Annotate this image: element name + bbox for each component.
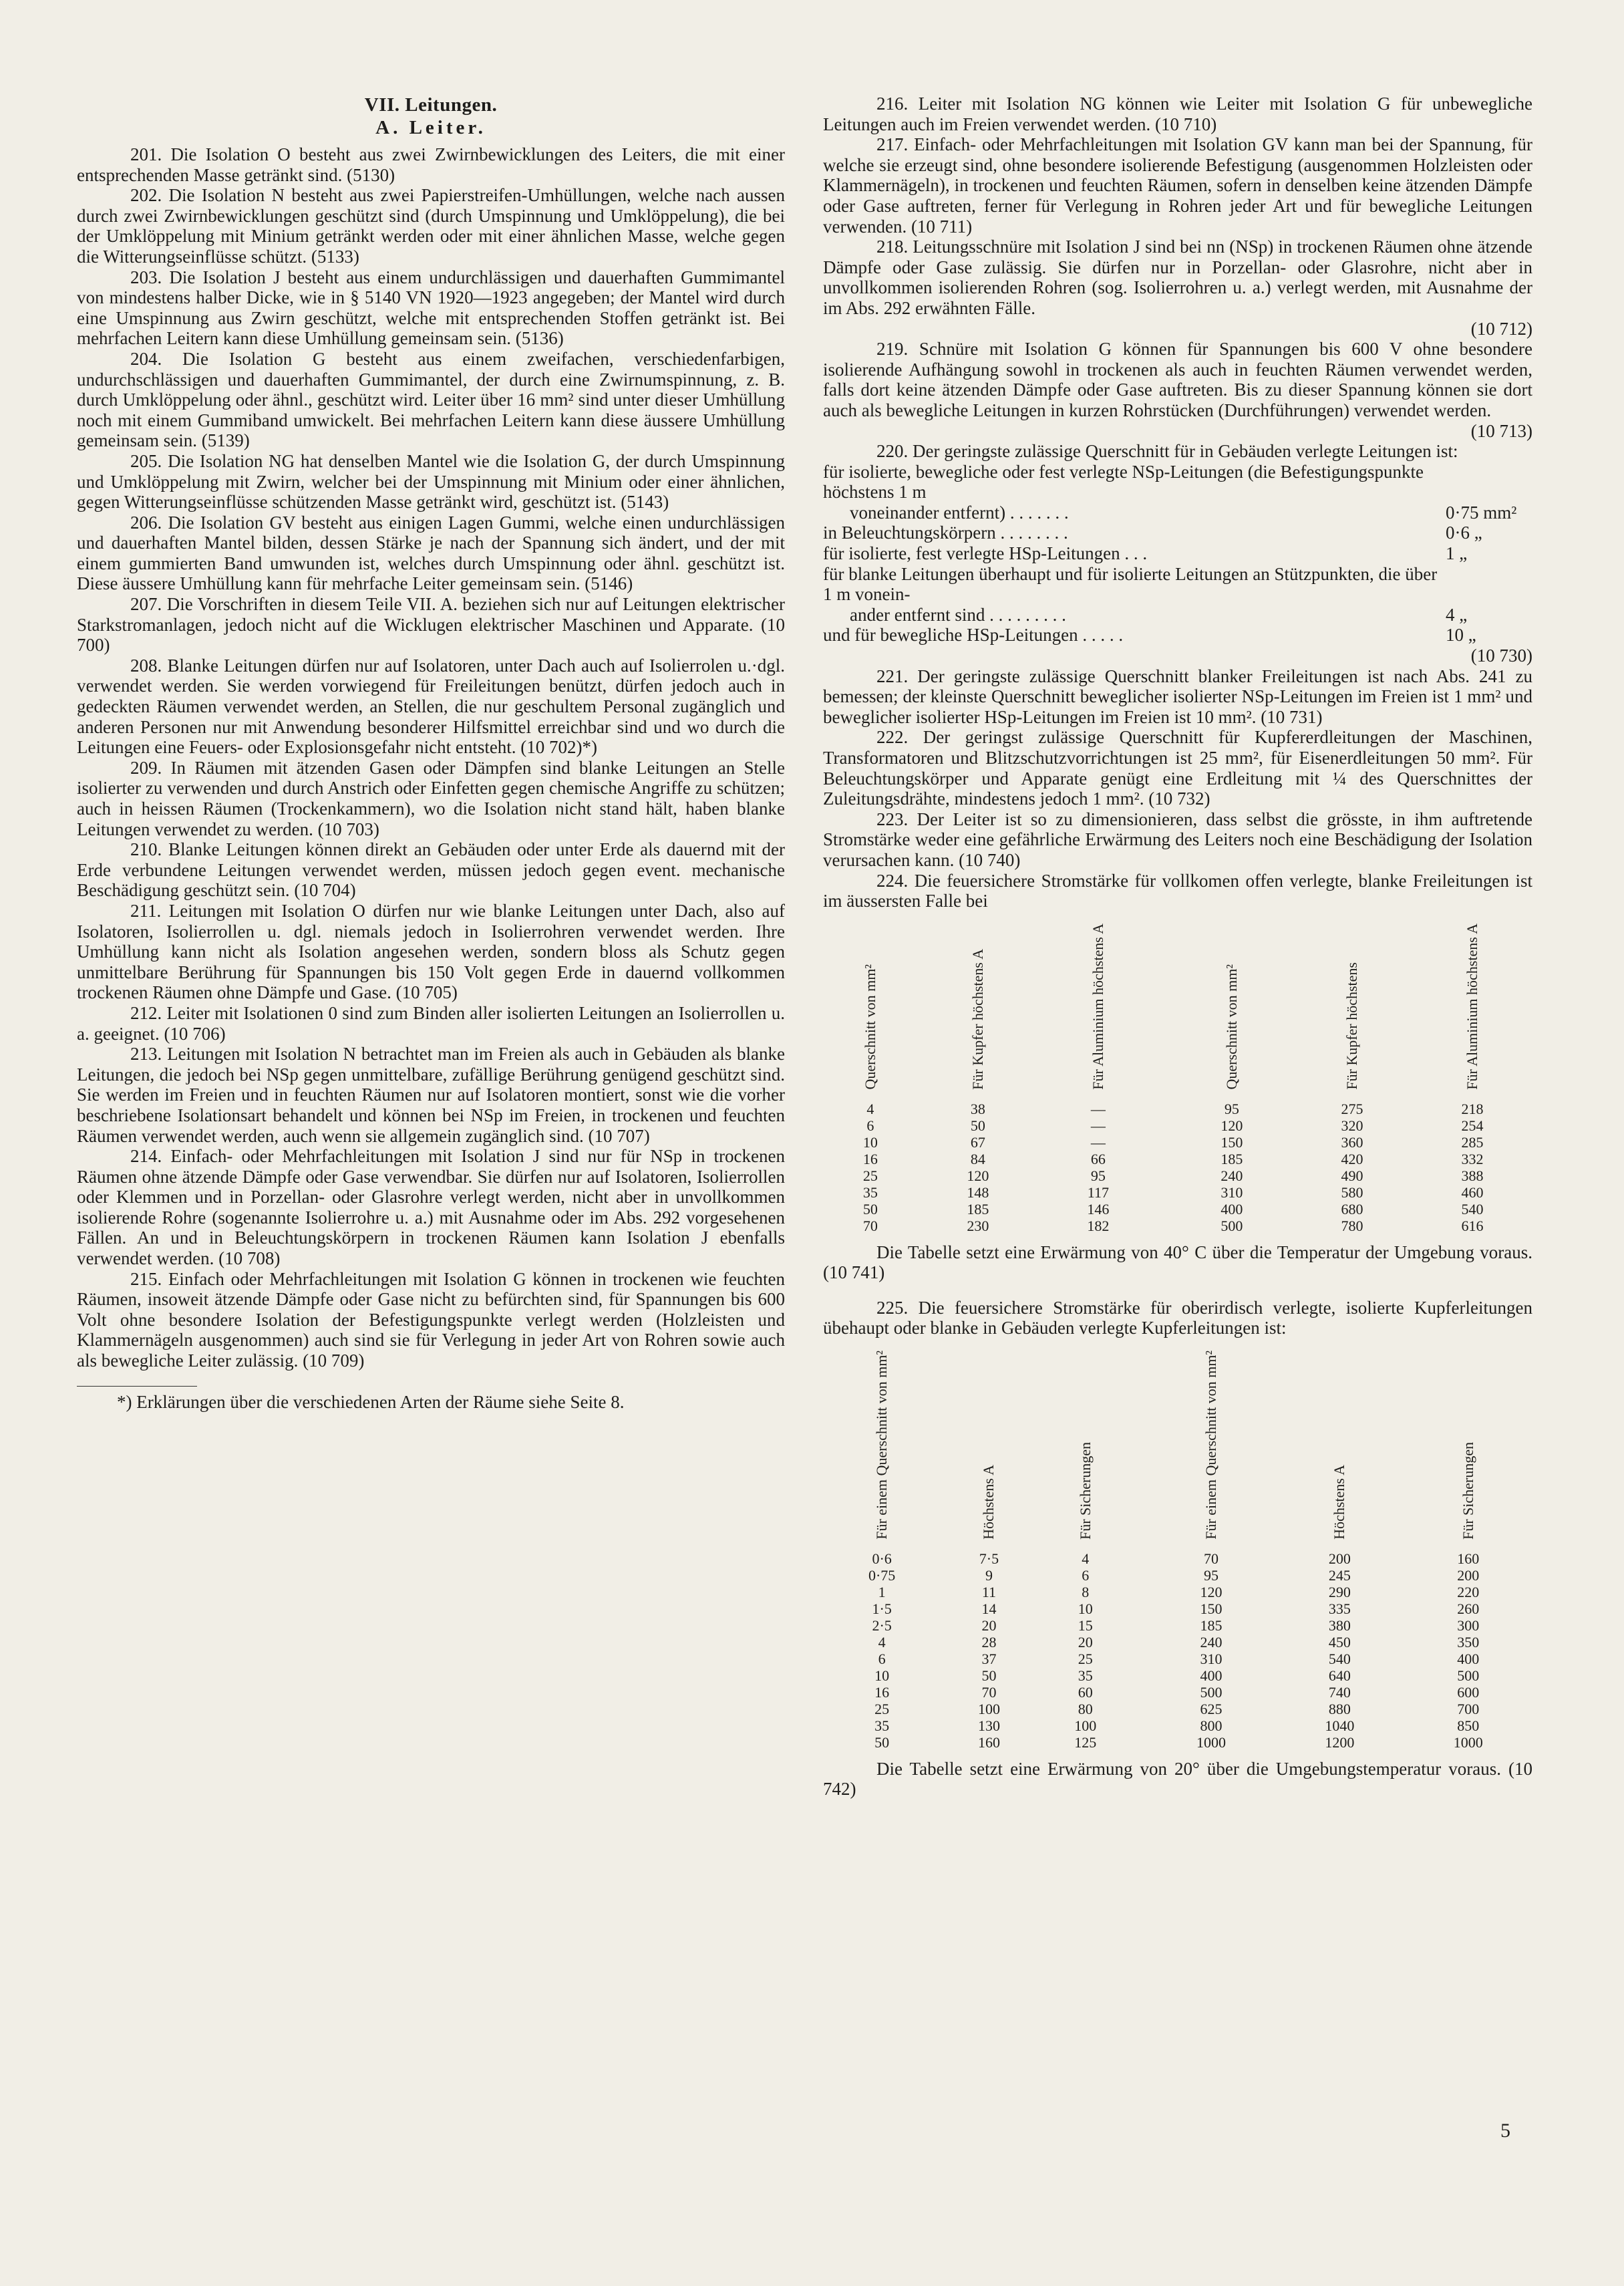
table-cell: — <box>1090 1100 1106 1117</box>
table-cell: 460 <box>1461 1183 1484 1201</box>
column-header-label: Für Kupfer höchstens <box>1343 962 1360 1090</box>
column-header <box>941 1350 1037 1550</box>
table-row <box>823 1134 1532 1151</box>
requirement-text: für isolierte, bewegliche oder fest verlegte NSp-Leitungen (die Befestigungspunkte höchstens 1 m <box>823 461 1424 503</box>
table-cell: 240 <box>1221 1167 1243 1184</box>
paragraph-221: 221. Der geringste zulässige Querschnitt blanker Freileitungen ist nach Abs. 241 zu bemessen; der kleinste Querschnitt beweglicher isolierter NSp-Leitungen im Freien ist 1 mm² und beweglicher isolierter HSp-Leitungen im Freien ist 10 mm². (10 731) <box>823 666 1532 727</box>
table-cell: 240 <box>1200 1633 1223 1651</box>
column-gap <box>1134 1734 1147 1751</box>
requirement-value: 1 „ <box>1446 543 1468 564</box>
table-cell: 275 <box>1341 1100 1363 1117</box>
reference-10713: (10 713) <box>1470 420 1532 441</box>
requirement-item <box>823 462 1532 503</box>
table-cell: 35 <box>1078 1667 1093 1684</box>
table-cell: 640 <box>1328 1667 1351 1684</box>
table-cell: 60 <box>1078 1683 1093 1701</box>
table1-note: Die Tabelle setzt eine Erwärmung von 40° C über die Temperatur der Umgebung voraus. (10 741) <box>823 1242 1532 1283</box>
table-cell: 680 <box>1341 1200 1363 1218</box>
requirement-item <box>823 605 1532 625</box>
table-cell: 95 <box>1204 1566 1219 1584</box>
table-cell: 4 <box>1082 1550 1090 1567</box>
table-row <box>823 1617 1532 1634</box>
table-cell: 6 <box>1082 1566 1090 1584</box>
table-cell: — <box>1090 1133 1106 1151</box>
table-cell: 130 <box>977 1717 1000 1734</box>
requirement-value: 10 „ <box>1446 625 1476 646</box>
table-cell: 9 <box>985 1566 993 1584</box>
requirement-value: 0·6 „ <box>1446 523 1482 543</box>
table-cell: 25 <box>862 1167 878 1184</box>
paragraph-216: 216. Leiter mit Isolation NG können wie Leiter mit Isolation G für unbewegliche Leitungen auch im Freien verwendet werden. (10 710) <box>823 94 1532 134</box>
table-cell: 20 <box>1078 1633 1093 1651</box>
table-cell: 400 <box>1221 1200 1243 1218</box>
table-cell: 700 <box>1457 1700 1480 1717</box>
paragraph-217: 217. Einfach- oder Mehrfachleitungen mit Isolation GV kann man bei der Spannung, für welche sie erzeugt sind, ohne besondere isolierende Befestigung (ausgenommen Holzleisten oder Klammernägeln), in trockenen und feuchten Räumen, sofern in denselben keine ätzenden Dämpfe oder Gase auftreten, ferner für Verlegung in Rohren jeder Art und für bewegliche Leitungen verwenden. (10 711) <box>823 134 1532 237</box>
table-cell: 8 <box>1082 1583 1090 1600</box>
table-row <box>823 1184 1532 1201</box>
table-cell: 10 <box>1078 1600 1093 1617</box>
table-cell: 350 <box>1457 1633 1480 1651</box>
requirement-text: für blanke Leitungen überhaupt und für isolierte Leitungen an Stützpunkten, die über 1 m vonein- <box>823 563 1438 605</box>
table-cell: 35 <box>874 1717 890 1734</box>
column-gap <box>1158 1184 1172 1201</box>
paragraph-204: 204. Die Isolation G besteht aus einem zweifachen, verschiedenfarbigen, undurchschlässigen und dauerhaften Gummimantel, der durch eine Zwirnumspinnung, z. B. durch Umklöppelung oder ähnl., geschützt wird. Leiter über 16 mm² sind unter dieser Umhüllung noch mit einem Gummiband umwickelt. Bei mehrfachen Leitern kann diese äussere Umhüllung gemeinsam sein. (5139) <box>77 348 785 451</box>
table-cell: 117 <box>1087 1183 1109 1201</box>
paragraph-207: 207. Die Vorschriften in diesem Teile VII. A. beziehen sich nur auf Leitungen elektrischer Starkstromanlagen, jedoch nicht auf die Wicklugen elektrischer Maschinen und Apparate. (10 700) <box>77 594 785 656</box>
column-gap <box>1134 1550 1147 1567</box>
column-gap <box>1134 1701 1147 1717</box>
table-cell: 125 <box>1074 1733 1097 1751</box>
table-cell: 185 <box>1221 1150 1243 1167</box>
requirement-item <box>823 523 1532 543</box>
table2-note: Die Tabelle setzt eine Erwärmung von 20° über die Umgebungstemperatur voraus. (10 742) <box>823 1758 1532 1800</box>
table-cell: 500 <box>1221 1217 1243 1234</box>
table-cell: 0·75 <box>868 1566 896 1584</box>
table-cell: 200 <box>1457 1566 1480 1584</box>
table-cell: 160 <box>977 1733 1000 1751</box>
table-cell: 0·6 <box>872 1550 892 1567</box>
table-cell: 300 <box>1457 1616 1480 1634</box>
table-cell: 50 <box>970 1117 985 1134</box>
table-cell: 1200 <box>1325 1733 1355 1751</box>
table-cell: 260 <box>1457 1600 1480 1617</box>
requirement-item <box>823 625 1532 646</box>
column-header-label: Querschnitt von mm² <box>861 964 878 1090</box>
column-header <box>1412 923 1532 1101</box>
table-cell: 1040 <box>1325 1717 1355 1734</box>
column-header <box>1037 1350 1134 1550</box>
requirement-value: 0·75 mm² <box>1446 502 1517 523</box>
table-cell: 540 <box>1328 1650 1351 1667</box>
table-cell: 25 <box>874 1700 890 1717</box>
table-row <box>823 1634 1532 1651</box>
requirement-text: und für bewegliche HSp-Leitungen . . . . . <box>823 625 1124 646</box>
paragraph-208: 208. Blanke Leitungen dürfen nur auf Isolatoren, unter Dach auch auf Isolierrolen u.·dgl. verwendet werden. Sie werden vorwiegend für Freileitungen benützt, dürfen jedoch auch in gedeckten Räumen verwendet werden, an Stellen, die nur geschultem Personal zugänglich und anderen Personen nur mit Anwendung besonderer Hilfsmittel erreichbar sind und wo durch die Leitungen eine Feuers- oder Explosionsgefahr nicht entsteht. (10 702)*) <box>77 655 785 758</box>
column-gap <box>1158 1167 1172 1184</box>
column-gap <box>1134 1634 1147 1651</box>
table-cell: 15 <box>1078 1616 1093 1634</box>
table-cell: 335 <box>1328 1600 1351 1617</box>
table-cell: 120 <box>967 1167 989 1184</box>
table-row <box>823 1117 1532 1134</box>
table-cell: 380 <box>1328 1616 1351 1634</box>
column-gap <box>1158 923 1172 1101</box>
table-row <box>823 1201 1532 1218</box>
table-cell: 800 <box>1200 1717 1223 1734</box>
table-cell: 25 <box>1078 1650 1093 1667</box>
table-cell: 7·5 <box>979 1550 999 1567</box>
requirement-value: 4 „ <box>1446 604 1468 625</box>
table-cell: 120 <box>1221 1117 1243 1134</box>
table-cell: 10 <box>874 1667 890 1684</box>
table-row <box>823 1701 1532 1717</box>
column-gap <box>1158 1101 1172 1117</box>
table-cell: 450 <box>1328 1633 1351 1651</box>
requirement-item <box>823 543 1532 564</box>
table-row <box>823 1734 1532 1751</box>
table-cell: 740 <box>1328 1683 1351 1701</box>
table-cell: 218 <box>1461 1100 1484 1117</box>
table-row <box>823 1167 1532 1184</box>
column-header <box>918 923 1038 1101</box>
table-cell: 70 <box>981 1683 997 1701</box>
table-row <box>823 1151 1532 1167</box>
paragraph-202: 202. Die Isolation N besteht aus zwei Papierstreifen-Umhüllungen, welche nach aussen durch zwei Zwirnbewicklungen geschützt sind (durch Umspinnung und Umklöppelung), die bei der Umklöppelung mit Minium getränkt werden oder mit einer ähnlichen Masse, welche gegen die Witterungseinflüsse schützt. (5133) <box>77 185 785 267</box>
table-cell: 254 <box>1461 1117 1484 1134</box>
column-header-label: Für einem Querschnitt von mm² <box>873 1350 890 1540</box>
column-header-label: Für Aluminium höchstens A <box>1463 923 1480 1090</box>
table-cell: — <box>1090 1117 1106 1134</box>
table-cell: 11 <box>981 1583 997 1600</box>
requirement-text: ander entfernt sind . . . . . . . . . <box>850 604 1066 625</box>
paragraph-219: 219. Schnüre mit Isolation G können für Spannungen bis 600 V ohne besondere isolierende Aufhängung sowohl in trockenen als auch in feuchten Räumen verwendet werden, falls dort keine ätzenden Dämpfe oder Gase auftreten. Bis zu dieser Spannung können sie dort auch als bewegliche Leitungen in kurzen Rohrstücken (Durchführungen) verwendet werden. <box>823 339 1532 420</box>
column-header-label: Höchstens A <box>1331 1464 1348 1540</box>
footnote-divider <box>77 1386 197 1387</box>
table-cell: 148 <box>967 1183 989 1201</box>
column-gap <box>1158 1201 1172 1218</box>
table-cell: 490 <box>1341 1167 1363 1184</box>
table-cell: 500 <box>1457 1667 1480 1684</box>
paragraph-214: 214. Einfach- oder Mehrfachleitungen mit Isolation J sind nur für NSp in trockenen Räumen ohne ätzende Dämpfe oder Gase verwendbar. Sie dürfen nur auf Isolatoren, Isolierrollen oder Klemmen und in Porzellan- oder Glasrohre verlegt werden, nicht aber in unvollkommen isolierende Rohre (sogenannte Isolierrohre u. a.) mit Ausnahme oder im Abs. 292 vorgesehenen Fällen. An und in Beleuchtungskörpern in trockenen Räumen kann Isolation J ebenfalls verwendet werden. (10 708) <box>77 1146 785 1269</box>
column-gap <box>1158 1151 1172 1167</box>
table-cell: 182 <box>1087 1217 1110 1234</box>
column-header <box>823 923 918 1101</box>
table-cell: 185 <box>1200 1616 1223 1634</box>
table-cell: 95 <box>1224 1100 1239 1117</box>
table-cell: 28 <box>981 1633 997 1651</box>
column-gap <box>1158 1117 1172 1134</box>
table-cell: 14 <box>981 1600 997 1617</box>
table-cell: 16 <box>862 1150 878 1167</box>
column-header <box>1147 1350 1275 1550</box>
left-column <box>77 94 785 1412</box>
table-cell: 4 <box>866 1100 874 1117</box>
table-cell: 70 <box>862 1217 878 1234</box>
table-cell: 500 <box>1200 1683 1223 1701</box>
column-gap <box>1158 1218 1172 1234</box>
table-cell: 37 <box>981 1650 997 1667</box>
table-cell: 80 <box>1078 1700 1093 1717</box>
table-cell: 540 <box>1461 1200 1484 1218</box>
table-cell: 120 <box>1200 1583 1223 1600</box>
table-cell: 290 <box>1328 1583 1351 1600</box>
table-cell: 1 <box>878 1583 886 1600</box>
column-gap <box>1134 1567 1147 1584</box>
column-header <box>1292 923 1412 1101</box>
column-gap <box>1134 1584 1147 1600</box>
table-cell: 95 <box>1090 1167 1106 1184</box>
column-header <box>1275 1350 1404 1550</box>
table-row <box>823 1584 1532 1600</box>
table-row <box>823 1667 1532 1684</box>
table-cell: 6 <box>878 1650 886 1667</box>
table-cell: 185 <box>967 1200 989 1218</box>
table-cell: 245 <box>1328 1566 1351 1584</box>
table-cell: 100 <box>977 1700 1000 1717</box>
table-cell: 50 <box>981 1667 997 1684</box>
table-cell: 1·5 <box>872 1600 892 1617</box>
table-row <box>823 1101 1532 1117</box>
column-header-label: Für Kupfer höchstens A <box>969 948 986 1090</box>
table-cell: 70 <box>1204 1550 1219 1567</box>
table-row <box>823 1684 1532 1701</box>
column-gap <box>1134 1651 1147 1667</box>
requirement-text: in Beleuchtungskörpern . . . . . . . . <box>823 523 1068 543</box>
paragraph-201: 201. Die Isolation O besteht aus zwei Zwirnbewicklungen des Leiters, die mit einer entsprechenden Masse getränkt sind. (5130) <box>77 144 785 185</box>
paragraph-222: 222. Der geringst zulässige Querschnitt für Kupfererdleitungen der Maschinen, Transformatoren und Blitzschutzvorrichtungen ist 25 mm², für Eisenerdleitungen 50 mm². Für Beleuchtungskörper und Apparate genügt eine Erdleitung mit ¼ des Querschnittes der Zuleitungsdrähte, mindestens jedoch 1 mm². (10 732) <box>823 727 1532 809</box>
table-cell: 6 <box>866 1117 874 1134</box>
table-cell: 50 <box>874 1733 890 1751</box>
table-cell: 880 <box>1328 1700 1351 1717</box>
table-cell: 1000 <box>1196 1733 1227 1751</box>
table-row <box>823 1717 1532 1734</box>
table-cell: 310 <box>1221 1183 1243 1201</box>
table-cell: 285 <box>1461 1133 1484 1151</box>
table-cell: 850 <box>1457 1717 1480 1734</box>
table-cell: 1000 <box>1453 1733 1483 1751</box>
requirement-item <box>823 503 1532 523</box>
table-cell: 4 <box>878 1633 886 1651</box>
paragraph-224: 224. Die feuersichere Stromstärke für vollkomen offen verlegte, blanke Freileitungen ist im äussersten Falle bei <box>823 870 1532 911</box>
table-cell: 67 <box>970 1133 985 1151</box>
reference-10712: (10 712) <box>1470 318 1532 339</box>
table-row <box>823 1550 1532 1567</box>
table-cell: 150 <box>1221 1133 1243 1151</box>
table-row <box>823 1651 1532 1667</box>
paragraph-205: 205. Die Isolation NG hat denselben Mantel wie die Isolation G, der durch Umspinnung und Umklöppelung mit Zwirn, welcher bei der Umspinnung mit Minium oder einer ähnlichen, gegen Witterungseinflüsse schützenden Masse getränkt wird, geschützt ist. (5143) <box>77 450 785 513</box>
paragraph-203: 203. Die Isolation J besteht aus einem undurchlässigen und dauerhaften Gummimantel von mindestens halber Dicke, wie in § 5140 VN 1920—1923 angegeben; der Mantel wird durch eine Umspinnung aus Zwirn geschützt, welche mit entsprechenden Stoffen getränkt ist. Bei mehrfachen Leitern kann diese Umhüllung gemeinsam sein. (5136) <box>77 267 785 349</box>
table-cell: 320 <box>1341 1117 1363 1134</box>
requirement-item <box>823 564 1532 605</box>
table-row <box>823 1218 1532 1234</box>
column-header-label: Für Aluminium höchstens A <box>1089 923 1106 1090</box>
section-subtitle: A. Leiter. <box>375 117 486 138</box>
table-cell: 230 <box>967 1217 989 1234</box>
column-gap <box>1134 1717 1147 1734</box>
column-header <box>1172 923 1292 1101</box>
table-cell: 10 <box>862 1133 878 1151</box>
table-cell: 600 <box>1457 1683 1480 1701</box>
table-cell: 150 <box>1200 1600 1223 1617</box>
column-header-label: Für einem Querschnitt von mm² <box>1202 1350 1220 1540</box>
table-cell: 388 <box>1461 1167 1484 1184</box>
table-cell: 2·5 <box>872 1616 892 1634</box>
column-gap <box>1158 1134 1172 1151</box>
table-cell: 20 <box>981 1616 997 1634</box>
current-table-copper-lines <box>823 1350 1532 1751</box>
paragraph-220-intro: 220. Der geringste zulässige Querschnitt für in Gebäuden verlegte Leitungen ist: <box>876 441 1458 462</box>
table-cell: 200 <box>1328 1550 1351 1567</box>
paragraph-212: 212. Leiter mit Isolationen 0 sind zum Binden aller isolierten Leitungen an Isolierrollen u. a. geeignet. (10 706) <box>77 1002 785 1044</box>
current-table-bare-lines <box>823 923 1532 1234</box>
paragraph-215: 215. Einfach oder Mehrfachleitungen mit Isolation G können in trockenen wie feuchten Räumen, insoweit ätzende Dämpfe oder Gase nicht zu befürchten sind, für Spannungen bis 600 Volt ohne besondere Isolation der Befestigungspunkte verlegt werden (Holzleisten und Klammernägeln ausgenommen) auch sind sie für Verlegung in jeder Art von Rohren sowie auch als bewegliche Leiter zulässig. (10 709) <box>77 1268 785 1371</box>
paragraph-210: 210. Blanke Leitungen können direkt an Gebäuden oder unter Erde als dauernd mit der Erde verbundene Leitungen verwendet werden, müssen jedoch gegen event. mechanische Beschädigung geschützt sein. (10 704) <box>77 839 785 901</box>
paragraph-213: 213. Leitungen mit Isolation N betrachtet man im Freien als auch in Gebäuden als blanke Leitungen, die jedoch bei NSp gegen unmittelbare, zufällige Berührung genügend geschützt sind. Sie werden im Freien und in feuchten Räumen nur auf Isolatoren montiert, sonst wie die vorher beschriebene Isolationsart behandelt und können bei NSp im Freien, in trockenen und feuchten Räumen verwendet werden, auch wenn sie allgemein zugänglich sind. (10 707) <box>77 1044 785 1146</box>
table-cell: 146 <box>1087 1200 1110 1218</box>
table-cell: 100 <box>1074 1717 1097 1734</box>
page-number: 5 <box>1500 2120 1510 2142</box>
paragraph-225: 225. Die feuersichere Stromstärke für oberirdisch verlegte, isolierte Kupferleitungen übehaupt oder blanke in Gebäuden verlegte Kupferleitungen ist: <box>823 1297 1532 1338</box>
table-cell: 616 <box>1461 1217 1484 1234</box>
footnote: *) Erklärungen über die verschiedenen Arten der Räume siehe Seite 8. <box>117 1391 625 1412</box>
column-header-label: Querschnitt von mm² <box>1223 964 1240 1090</box>
column-header <box>1404 1350 1532 1550</box>
cross-section-requirements <box>823 462 1532 646</box>
reference-10730: (10 730) <box>1470 646 1532 666</box>
table-row <box>823 1567 1532 1584</box>
column-header-label: Höchstens A <box>980 1464 997 1540</box>
table-cell: 66 <box>1090 1150 1106 1167</box>
table-cell: 310 <box>1200 1650 1223 1667</box>
table-cell: 332 <box>1461 1150 1484 1167</box>
table-cell: 360 <box>1341 1133 1363 1151</box>
column-gap <box>1134 1350 1147 1550</box>
column-gap <box>1134 1600 1147 1617</box>
table-row <box>823 1600 1532 1617</box>
column-header-label: Für Sicherungen <box>1076 1441 1094 1540</box>
table-cell: 160 <box>1457 1550 1480 1567</box>
requirement-text: voneinander entfernt) . . . . . . . <box>850 502 1069 523</box>
column-gap <box>1134 1667 1147 1684</box>
column-gap <box>1134 1617 1147 1634</box>
column-header-label: Für Sicherungen <box>1459 1441 1476 1540</box>
table-cell: 50 <box>862 1200 878 1218</box>
requirement-text: für isolierte, fest verlegte HSp-Leitungen . . . <box>823 543 1148 564</box>
paragraph-218: 218. Leitungsschnüre mit Isolation J sind bei nn (NSp) in trockenen Räumen ohne ätzende Dämpfe oder Gase zulässig. Sie dürfen nur in Porzellan- oder Glasrohre, nicht aber in unvollkommen isolierenden Rohren (sog. Isolierrohren u. a.) verlegt werden, mit Ausnahme der im Abs. 292 erwähnten Fälle. <box>823 237 1532 318</box>
paragraph-211: 211. Leitungen mit Isolation O dürfen nur wie blanke Leitungen unter Dach, also auf Isolatoren, Isolierrollen u. dgl. niemals jedoch in Isolierrohren verwendet werden. Ihre Umhüllung kann nicht als Isolation angesehen werden, sondern bloss als Schutz gegen unmittelbare Berührung für Spannungen bis 150 Volt gegen Erde in dauernd vollkommen trockenen Räumen ohne Dämpfe und Gase. (10 705) <box>77 900 785 1003</box>
column-header <box>1038 923 1158 1101</box>
paragraph-223: 223. Der Leiter ist so zu dimensionieren, dass selbst die grösste, in ihm auftretende Stromstärke weder eine gefährliche Erwärmung des Leiters noch eine Beschädigung der Isolation verursachen kann. (10 740) <box>823 809 1532 870</box>
table-cell: 16 <box>874 1683 890 1701</box>
table-cell: 420 <box>1341 1150 1363 1167</box>
paragraph-206: 206. Die Isolation GV besteht aus einigen Lagen Gummi, welche einen undurchlässigen und dauerhaften Mantel bilden, dessen Stärke je nach der Spannung sich ändert, und der mit einem gummierten Band umwunden ist, welches durch Umspinnung oder ähnl. geschützt ist. Diese äussere Umhüllung kann für mehrfache Leiter gemeinsam sein. (5146) <box>77 512 785 594</box>
table-cell: 780 <box>1341 1217 1363 1234</box>
table-cell: 38 <box>970 1100 985 1117</box>
table-cell: 84 <box>970 1150 985 1167</box>
paragraph-209: 209. In Räumen mit ätzenden Gasen oder Dämpfen sind blanke Leitungen an Stelle isolierter zu verwenden und durch Anstrich oder Einfetten gegen chemische Angriffe zu schützen; auch in heissen Räumen (Trockenkammern), wo die Isolation nicht stand hält, haben blanke Leitungen verwendet zu werden. (10 703) <box>77 757 785 839</box>
right-column <box>823 94 1532 1800</box>
table-cell: 400 <box>1200 1667 1223 1684</box>
table-cell: 625 <box>1200 1700 1223 1717</box>
column-header <box>823 1350 941 1550</box>
section-title: VII. Leitungen. <box>364 94 498 116</box>
table-cell: 400 <box>1457 1650 1480 1667</box>
table-cell: 220 <box>1457 1583 1480 1600</box>
table-cell: 35 <box>862 1183 878 1201</box>
column-gap <box>1134 1684 1147 1701</box>
table-cell: 580 <box>1341 1183 1363 1201</box>
